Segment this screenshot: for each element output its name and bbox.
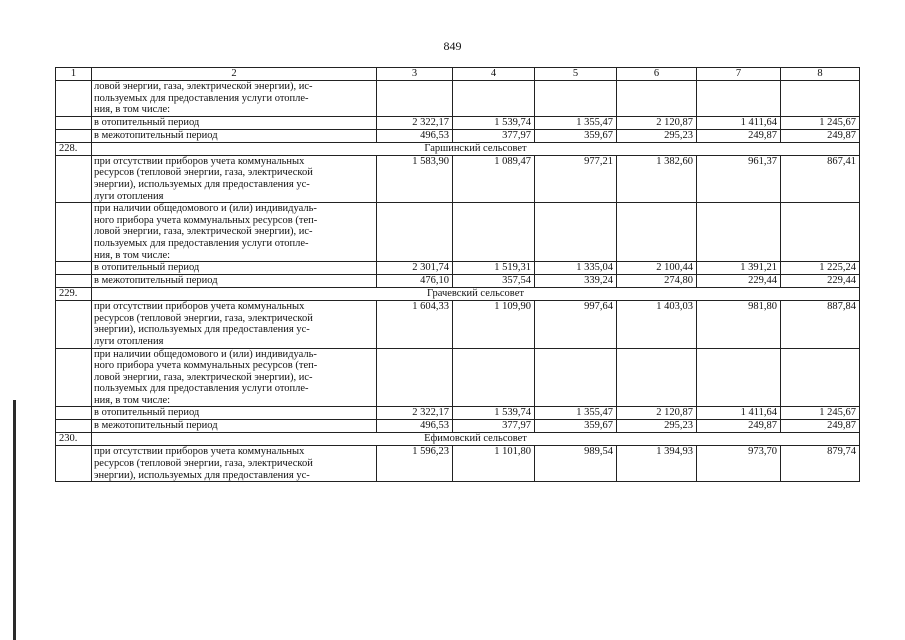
value-cell: 1 245,67 (781, 116, 860, 129)
section-title: Гаршинский сельсовет (92, 142, 860, 155)
value-cell: 359,67 (535, 129, 617, 142)
value-cell: 2 120,87 (617, 116, 697, 129)
table-row (56, 81, 860, 117)
table-header-row (56, 68, 860, 81)
value-cell: 973,70 (697, 446, 781, 482)
row-index (56, 262, 92, 275)
value-cell: 339,24 (535, 275, 617, 288)
value-cell (535, 203, 617, 262)
value-cell: 1 225,24 (781, 262, 860, 275)
row-index (56, 155, 92, 202)
value-cell (377, 348, 453, 407)
value-cell: 1 411,64 (697, 407, 781, 420)
value-cell: 887,84 (781, 301, 860, 348)
value-cell: 2 322,17 (377, 116, 453, 129)
value-cell: 977,21 (535, 155, 617, 202)
value-cell: 2 322,17 (377, 407, 453, 420)
row-index (56, 348, 92, 407)
value-cell: 496,53 (377, 129, 453, 142)
row-index (56, 420, 92, 433)
section-row (56, 288, 860, 301)
value-cell (535, 81, 617, 117)
value-cell (697, 203, 781, 262)
column-header: 4 (453, 68, 535, 81)
column-header: 7 (697, 68, 781, 81)
value-cell: 1 089,47 (453, 155, 535, 202)
section-title: Грачевский сельсовет (92, 288, 860, 301)
value-cell: 1 335,04 (535, 262, 617, 275)
value-cell: 1 355,47 (535, 407, 617, 420)
row-description: в отопительный период (92, 262, 377, 275)
value-cell: 1 604,33 (377, 301, 453, 348)
value-cell: 357,54 (453, 275, 535, 288)
value-cell (617, 203, 697, 262)
value-cell (617, 348, 697, 407)
table-row (56, 275, 860, 288)
value-cell: 1 355,47 (535, 116, 617, 129)
section-row (56, 433, 860, 446)
value-cell: 249,87 (781, 420, 860, 433)
value-cell: 867,41 (781, 155, 860, 202)
value-cell: 1 101,80 (453, 446, 535, 482)
value-cell (453, 203, 535, 262)
row-index (56, 203, 92, 262)
value-cell (781, 81, 860, 117)
table-row (56, 301, 860, 348)
table-row (56, 116, 860, 129)
section-title: Ефимовский сельсовет (92, 433, 860, 446)
value-cell (617, 81, 697, 117)
value-cell: 1 411,64 (697, 116, 781, 129)
table-row (56, 420, 860, 433)
column-header: 8 (781, 68, 860, 81)
value-cell: 1 583,90 (377, 155, 453, 202)
row-description: в межотопительный период (92, 275, 377, 288)
table-row (56, 155, 860, 202)
row-index (56, 129, 92, 142)
value-cell: 981,80 (697, 301, 781, 348)
value-cell: 989,54 (535, 446, 617, 482)
table-row (56, 348, 860, 407)
value-cell: 1 245,67 (781, 407, 860, 420)
row-description: при отсутствии приборов учета коммунальных ресурсов (тепловой энергии, газа, электрической энергии), используемых для предоставления ус- луги отопления (92, 301, 377, 348)
column-header: 5 (535, 68, 617, 81)
row-description: в отопительный период (92, 407, 377, 420)
value-cell (377, 81, 453, 117)
table-row (56, 446, 860, 482)
value-cell: 997,64 (535, 301, 617, 348)
row-description: при наличии общедомового и (или) индивидуаль- ного прибора учета коммунальных ресурсов (теп- ловой энергии, газа, электрической энергии), ис- пользуемых для предоставления услуги отопле- ния, в том числе: (92, 203, 377, 262)
value-cell: 1 394,93 (617, 446, 697, 482)
value-cell: 1 382,60 (617, 155, 697, 202)
value-cell: 377,97 (453, 129, 535, 142)
value-cell: 274,80 (617, 275, 697, 288)
value-cell: 2 100,44 (617, 262, 697, 275)
value-cell (453, 81, 535, 117)
table-body (56, 81, 860, 482)
value-cell: 2 120,87 (617, 407, 697, 420)
scan-edge-mark (13, 400, 16, 640)
value-cell: 1 109,90 (453, 301, 535, 348)
row-description: при наличии общедомового и (или) индивидуаль- ного прибора учета коммунальных ресурсов (теп- ловой энергии, газа, электрической энергии), ис- пользуемых для предоставления услуги отопле- ния, в том числе: (92, 348, 377, 407)
value-cell: 249,87 (697, 420, 781, 433)
value-cell: 879,74 (781, 446, 860, 482)
section-row (56, 142, 860, 155)
row-description: при отсутствии приборов учета коммунальных ресурсов (тепловой энергии, газа, электрической энергии), используемых для предоставления ус- луги отопления (92, 155, 377, 202)
table-row (56, 407, 860, 420)
value-cell (535, 348, 617, 407)
row-index (56, 407, 92, 420)
row-description: в межотопительный период (92, 129, 377, 142)
value-cell (781, 348, 860, 407)
row-index (56, 81, 92, 117)
value-cell: 1 519,31 (453, 262, 535, 275)
column-header: 6 (617, 68, 697, 81)
value-cell (377, 203, 453, 262)
value-cell (697, 348, 781, 407)
value-cell: 295,23 (617, 420, 697, 433)
table-row (56, 203, 860, 262)
row-index (56, 301, 92, 348)
value-cell: 1 596,23 (377, 446, 453, 482)
row-description: ловой энергии, газа, электрической энергии), ис- пользуемых для предоставления услуги отопле- ния, в том числе: (92, 81, 377, 117)
row-index: 228. (56, 142, 92, 155)
column-header: 2 (92, 68, 377, 81)
value-cell: 1 403,03 (617, 301, 697, 348)
row-index (56, 116, 92, 129)
value-cell (781, 203, 860, 262)
row-description: в отопительный период (92, 116, 377, 129)
row-index (56, 446, 92, 482)
value-cell: 377,97 (453, 420, 535, 433)
row-index (56, 275, 92, 288)
value-cell: 249,87 (781, 129, 860, 142)
value-cell: 476,10 (377, 275, 453, 288)
row-index: 230. (56, 433, 92, 446)
value-cell: 229,44 (697, 275, 781, 288)
value-cell: 229,44 (781, 275, 860, 288)
column-header: 1 (56, 68, 92, 81)
value-cell (697, 81, 781, 117)
value-cell: 295,23 (617, 129, 697, 142)
value-cell (453, 348, 535, 407)
value-cell: 1 539,74 (453, 407, 535, 420)
value-cell: 1 539,74 (453, 116, 535, 129)
value-cell: 496,53 (377, 420, 453, 433)
tariff-table (55, 67, 860, 482)
value-cell: 249,87 (697, 129, 781, 142)
value-cell: 1 391,21 (697, 262, 781, 275)
row-description: в межотопительный период (92, 420, 377, 433)
column-header: 3 (377, 68, 453, 81)
value-cell: 2 301,74 (377, 262, 453, 275)
row-index: 229. (56, 288, 92, 301)
table-row (56, 262, 860, 275)
page-number: 849 (443, 39, 462, 53)
value-cell: 359,67 (535, 420, 617, 433)
value-cell: 961,37 (697, 155, 781, 202)
row-description: при отсутствии приборов учета коммунальных ресурсов (тепловой энергии, газа, электрической энергии), используемых для предоставления ус- (92, 446, 377, 482)
table-row (56, 129, 860, 142)
